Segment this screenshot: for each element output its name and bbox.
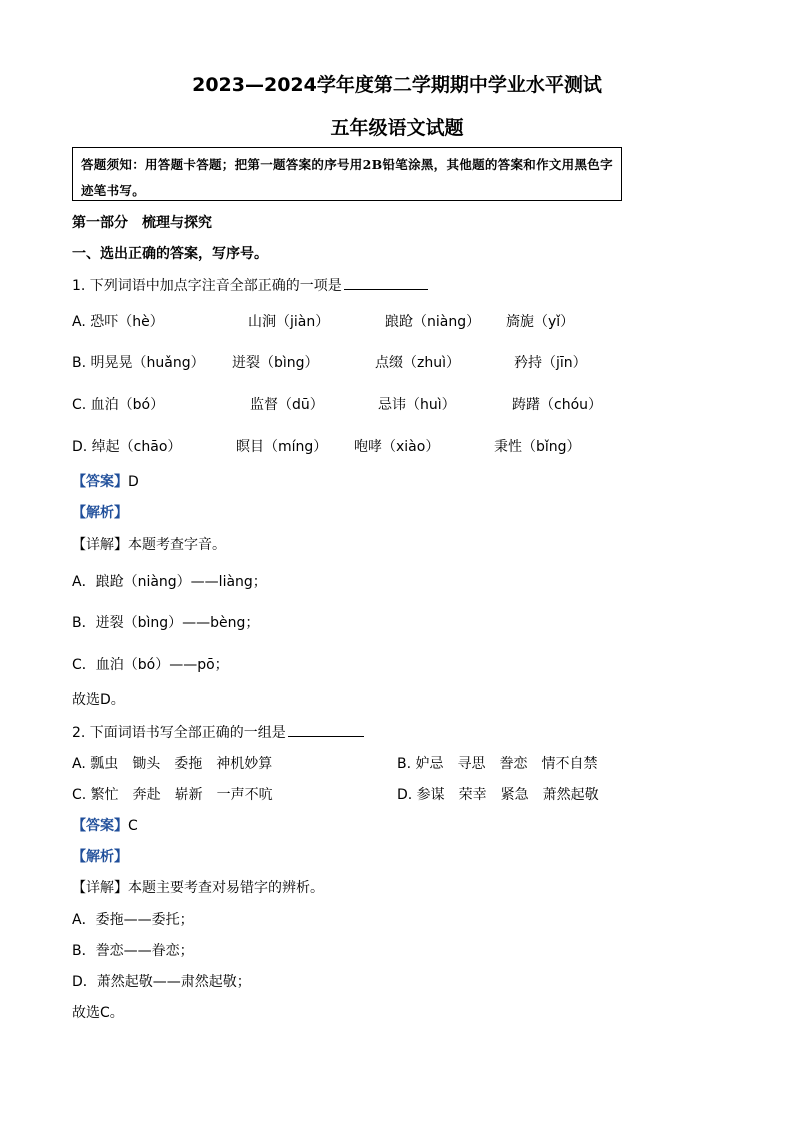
q2-detail: [72, 878, 324, 898]
detail-tag: 【详解】: [72, 880, 128, 896]
q1-option-d-word2: 瞑目（míng）: [236, 439, 328, 455]
exam-subtitle: 五年级语文试题: [330, 117, 464, 139]
detail-text: 本题考查字音。: [128, 537, 226, 553]
q1-option-a: A. 恐吓（hè）: [72, 314, 164, 330]
q1-option-d: D. 绰起（chāo）: [72, 439, 182, 455]
q1-option-b-word2: 迸裂（bìng）: [232, 355, 319, 371]
exam-title: 2023—2024学年度第二学期期中学业水平测试: [192, 74, 602, 96]
q2-answer: [72, 816, 138, 836]
q1-answer-blank: [344, 275, 428, 290]
q2-option-d: D. 参谋 荣幸 紧急 萧然起敬: [397, 787, 599, 803]
q2-option-a: A. 瓢虫 锄头 委拖 神机妙算: [72, 756, 273, 772]
q2-option-b: B. 妒忌 寻思 誊恋 情不自禁: [397, 756, 598, 772]
analysis-tag: 【解析】: [72, 849, 128, 865]
answer-value: C: [128, 818, 138, 834]
q2-stem-text: 2. 下面词语书写全部正确的一组是: [72, 725, 286, 741]
q1-option-a-word4: 旖旎（yǐ）: [506, 314, 575, 330]
q1-option-a-word3: 踉跄（niàng）: [385, 314, 481, 330]
q2-stem: [72, 722, 364, 743]
q2-note-a: A．委拖——委托；: [72, 912, 194, 928]
q2-conclusion: 故选C。: [72, 1005, 124, 1021]
answer-tag: 【答案】: [72, 818, 128, 834]
q1-option-c: C. 血泊（bó）: [72, 397, 165, 413]
answer-tag: 【答案】: [72, 474, 128, 490]
answer-notice-box: 答题须知：用答题卡答题；把第一题答案的序号用2B铅笔涂黑，其他题的答案和作文用黑色字迹笔书写。: [72, 147, 622, 201]
q1-option-c-word3: 忌讳（huì）: [378, 397, 456, 413]
q1-option-a-word2: 山涧（jiàn）: [248, 314, 330, 330]
answer-value: D: [128, 474, 139, 490]
q1-note-b: B．迸裂（bìng）——bèng；: [72, 615, 260, 631]
q2-option-c: C. 繁忙 奔赴 崭新 一声不吭: [72, 787, 273, 803]
q1-option-d-word4: 秉性（bǐng）: [494, 439, 581, 455]
q1-option-c-word4: 踌躇（chóu）: [512, 397, 603, 413]
q1-stem: [72, 275, 428, 296]
q1-note-a: A．踉跄（niàng）——liàng；: [72, 574, 267, 590]
q1-stem-text: 1. 下列词语中加点字注音全部正确的一项是: [72, 278, 342, 294]
part-heading: 第一部分 梳理与探究: [72, 215, 212, 231]
q2-note-b: B．誊恋——眷恋；: [72, 943, 194, 959]
q2-answer-blank: [288, 722, 364, 737]
q1-option-b: B. 明晃晃（huǎng）: [72, 355, 205, 371]
q2-analysis: [72, 847, 128, 867]
analysis-tag: 【解析】: [72, 505, 128, 521]
q2-note-d: D．萧然起敬——肃然起敬；: [72, 974, 251, 990]
q1-detail: [72, 535, 226, 555]
q1-answer: [72, 472, 139, 492]
q1-analysis: [72, 503, 128, 523]
q1-conclusion: 故选D。: [72, 692, 125, 708]
section-heading: 一、选出正确的答案，写序号。: [72, 246, 268, 262]
q1-option-b-word3: 点缀（zhuì）: [375, 355, 460, 371]
detail-text: 本题主要考查对易错字的辨析。: [128, 880, 324, 896]
q1-option-c-word2: 监督（dū）: [250, 397, 324, 413]
detail-tag: 【详解】: [72, 537, 128, 553]
q1-option-d-word3: 咆哮（xiào）: [354, 439, 440, 455]
q1-note-c: C．血泊（bó）——pō；: [72, 657, 229, 673]
q1-option-b-word4: 矜持（jīn）: [514, 355, 587, 371]
